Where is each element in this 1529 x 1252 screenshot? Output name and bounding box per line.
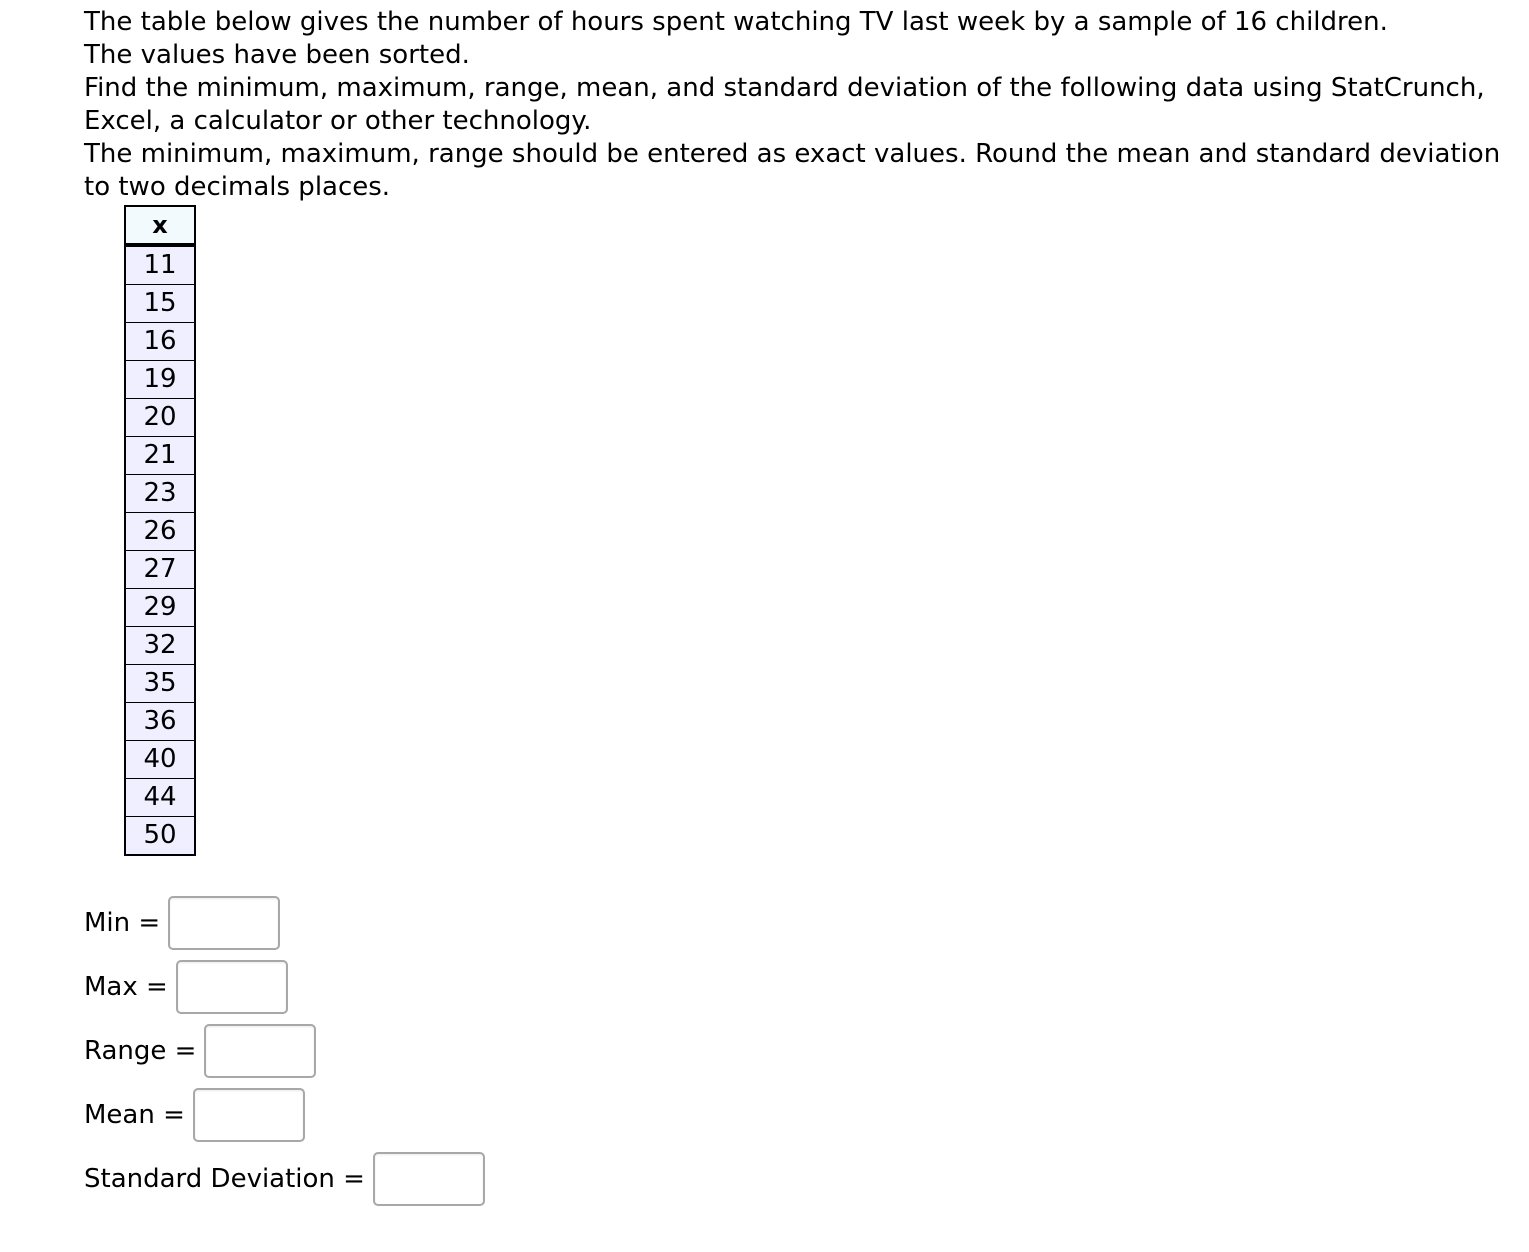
question-line-1: The table below gives the number of hours spent watching TV last week by a sample of 16 children. <box>84 7 1388 37</box>
table-row <box>125 399 195 437</box>
range-answer-row <box>84 1022 1504 1080</box>
table-row <box>125 475 195 513</box>
table-cell: 15 <box>125 285 195 323</box>
data-table <box>124 205 196 856</box>
min-input[interactable] <box>168 896 280 950</box>
max-label: Max = <box>84 971 168 1002</box>
table-row <box>125 437 195 475</box>
std-input[interactable] <box>373 1152 485 1206</box>
problem-container <box>84 6 1504 1214</box>
range-input[interactable] <box>204 1024 316 1078</box>
mean-input[interactable] <box>193 1088 305 1142</box>
table-row <box>125 245 195 285</box>
table-row <box>125 513 195 551</box>
table-cell: 29 <box>125 589 195 627</box>
table-cell: 44 <box>125 779 195 817</box>
table-cell: 16 <box>125 323 195 361</box>
max-input[interactable] <box>176 960 288 1014</box>
table-row <box>125 589 195 627</box>
table-row <box>125 741 195 779</box>
table-header-x: x <box>125 206 195 245</box>
table-row <box>125 323 195 361</box>
question-line-2: The values have been sorted. <box>84 40 470 70</box>
table-cell: 36 <box>125 703 195 741</box>
question-line-4: The minimum, maximum, range should be entered as exact values. Round the mean and standard deviation to two decimals places. <box>84 139 1501 202</box>
min-answer-row <box>84 894 1504 952</box>
table-cell: 40 <box>125 741 195 779</box>
table-row <box>125 817 195 856</box>
table-cell: 20 <box>125 399 195 437</box>
table-cell: 32 <box>125 627 195 665</box>
mean-answer-row <box>84 1086 1504 1144</box>
table-row <box>125 551 195 589</box>
answer-section <box>84 894 1504 1208</box>
table-cell: 19 <box>125 361 195 399</box>
std-answer-row <box>84 1150 1504 1208</box>
table-cell: 11 <box>125 245 195 285</box>
table-row <box>125 627 195 665</box>
table-cell: 21 <box>125 437 195 475</box>
table-cell: 35 <box>125 665 195 703</box>
table-row <box>125 703 195 741</box>
max-answer-row <box>84 958 1504 1016</box>
table-row <box>125 285 195 323</box>
table-cell: 27 <box>125 551 195 589</box>
table-header-row <box>125 206 195 245</box>
table-row <box>125 665 195 703</box>
table-cell: 26 <box>125 513 195 551</box>
std-label: Standard Deviation = <box>84 1163 365 1194</box>
table-row <box>125 361 195 399</box>
table-cell: 23 <box>125 475 195 513</box>
range-label: Range = <box>84 1035 197 1066</box>
table-row <box>125 779 195 817</box>
question-text <box>84 6 1504 204</box>
min-label: Min = <box>84 907 161 938</box>
table-cell: 50 <box>125 817 195 856</box>
mean-label: Mean = <box>84 1099 185 1130</box>
question-line-3: Find the minimum, maximum, range, mean, and standard deviation of the following data using StatCrunch, Excel, a calculator or other technology. <box>84 73 1485 136</box>
